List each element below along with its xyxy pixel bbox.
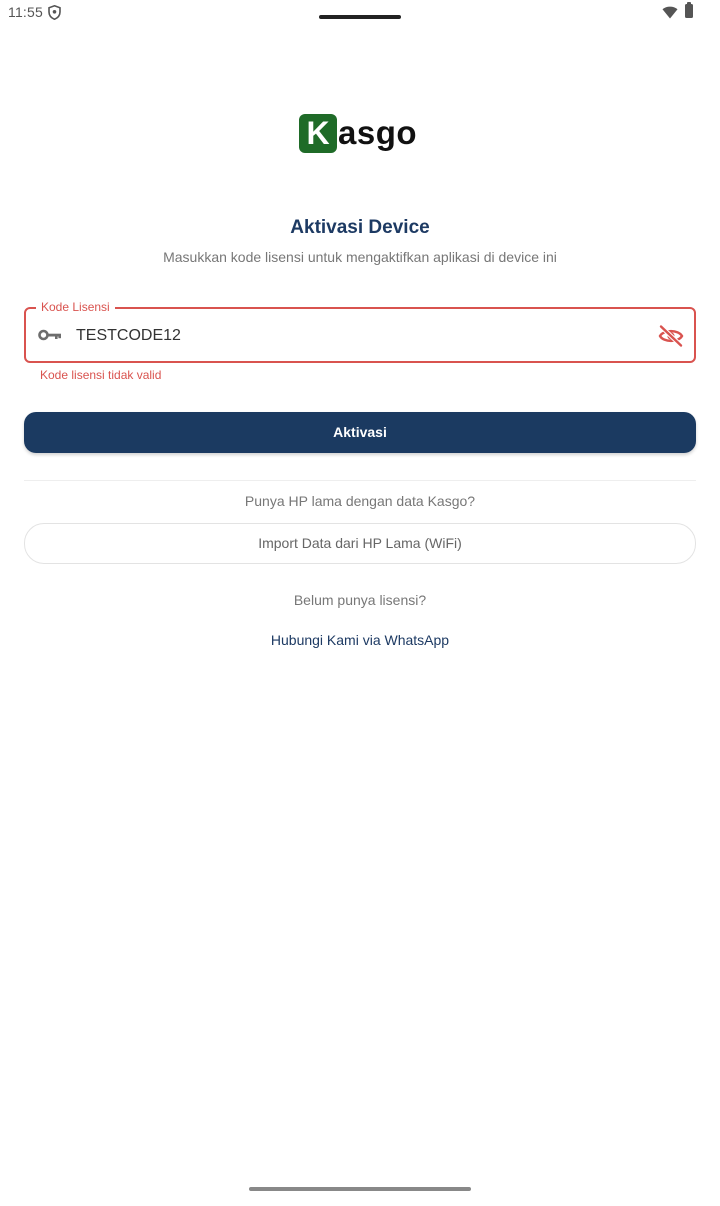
battery-icon xyxy=(685,4,693,18)
kasgo-logo xyxy=(299,113,417,153)
page-title: Aktivasi Device xyxy=(290,217,430,238)
whatsapp-contact-link[interactable]: Hubungi Kami via WhatsApp xyxy=(270,632,450,648)
home-indicator xyxy=(249,1187,471,1191)
logo-text: asgo xyxy=(338,114,418,151)
shield-icon xyxy=(48,5,61,20)
import-prompt-text: Punya HP lama dengan data Kasgo? xyxy=(244,493,476,509)
wifi-icon xyxy=(662,6,678,19)
logo-mark: K xyxy=(299,114,337,153)
status-time: 11:55 xyxy=(8,4,43,20)
license-code-input[interactable] xyxy=(76,322,636,350)
page-subtitle: Masukkan kode lisensi untuk mengaktifkan aplikasi di device ini xyxy=(163,249,557,265)
license-error-text: Kode lisensi tidak valid xyxy=(40,368,162,382)
eye-off-icon[interactable] xyxy=(658,324,684,348)
divider xyxy=(24,480,696,481)
status-bar xyxy=(0,0,720,26)
activate-button[interactable]: Aktivasi xyxy=(24,412,696,453)
import-data-button[interactable]: Import Data dari HP Lama (WiFi) xyxy=(24,523,696,564)
no-license-text: Belum punya lisensi? xyxy=(293,592,427,608)
key-icon xyxy=(38,329,62,341)
top-drag-handle xyxy=(319,15,401,19)
license-code-field[interactable] xyxy=(24,300,696,363)
license-field-label: Kode Lisensi xyxy=(36,299,115,315)
